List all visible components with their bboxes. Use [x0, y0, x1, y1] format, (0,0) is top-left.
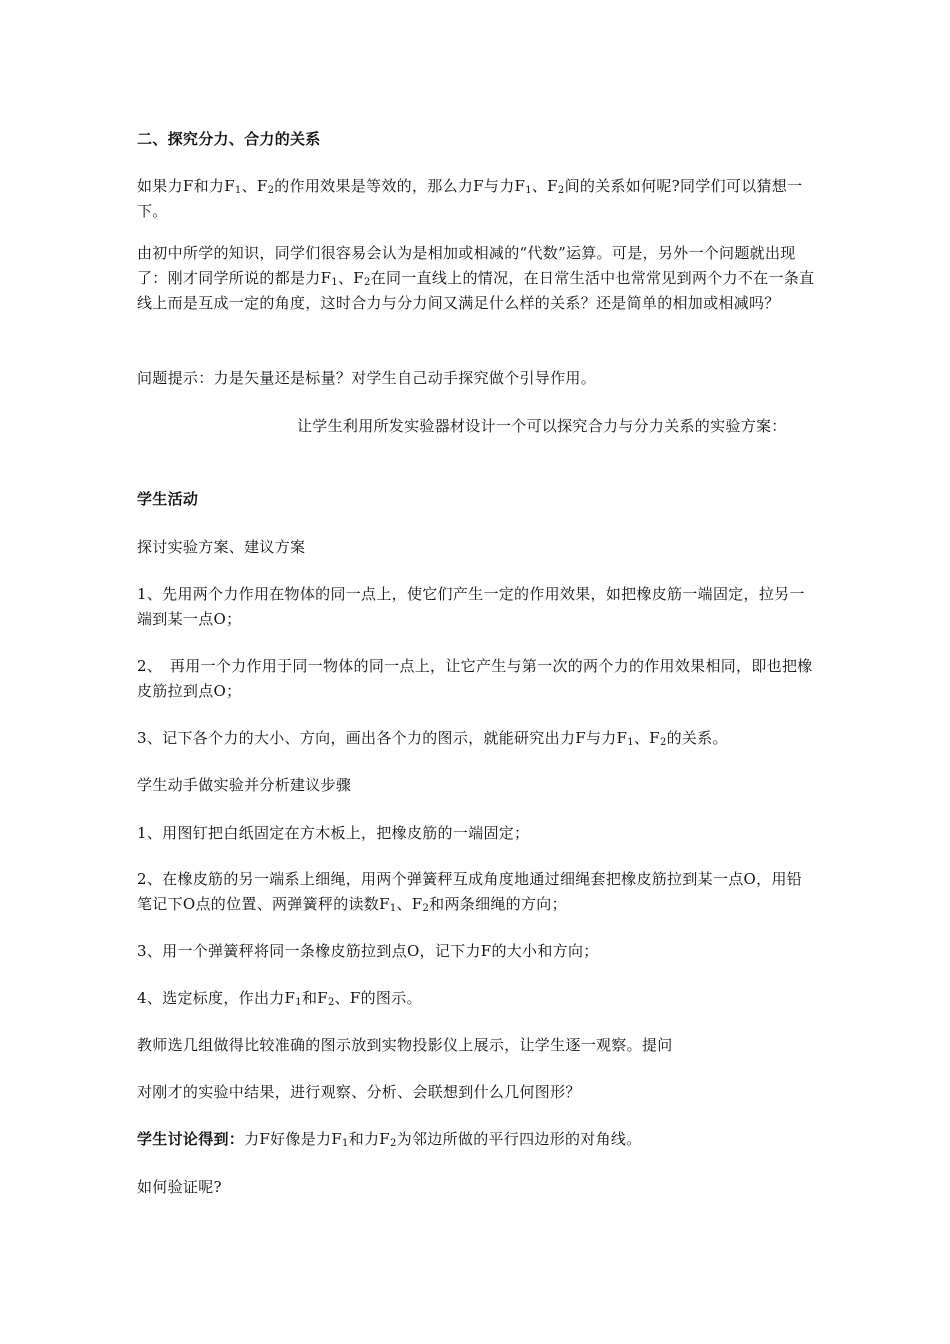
subscript: 1	[525, 185, 532, 196]
exp-step-3: 3、用一个弹簧秤将同一条橡皮筋拉到点O，记下力F的大小和方向；	[137, 942, 599, 960]
text: 的作用效果是等效的，那么力F与力F	[274, 177, 526, 195]
subscript: 1	[627, 737, 634, 748]
exp-step-2	[137, 867, 817, 917]
text: 和两条细绳的方向；	[429, 895, 567, 913]
plan-step-3	[137, 726, 817, 751]
paragraph-guess	[137, 174, 817, 224]
text: 4、选定标度，作出力F	[137, 989, 296, 1007]
text: 、F	[531, 177, 558, 195]
text: 在同一直线上的情况，在日常生活中也常常见到两个力不在一条直线上而是互成一定的角度，这时合力与分力间又满足什么样的关系？还是简单的相加或相减吗？	[137, 269, 815, 312]
text: 、F	[241, 177, 268, 195]
subscript: 2	[364, 277, 371, 288]
subscript: 2	[659, 737, 667, 748]
plan-step-2: 2、 再用一个力作用于同一物体的同一点上，让它产生与第一次的两个力的作用效果相同，即也把橡皮筋拉到点O；	[137, 657, 813, 700]
text: 和力F	[348, 1130, 391, 1148]
subscript: 2	[390, 1138, 397, 1149]
conclusion-label: 学生讨论得到：	[137, 1130, 245, 1148]
text: 、F的图示。	[334, 989, 422, 1007]
text: 由初中所学的知识，同学们很容易会认为是相加或相减的“代数”运算。可是，另外一个问题就出现了：刚才同学所说的都是力F	[137, 244, 796, 287]
subscript: 2	[327, 997, 335, 1008]
plan-step-1: 1、先用两个力作用在物体的同一点上，使它们产生一定的作用效果，如把橡皮筋一端固定，拉另一端到某一点O；	[137, 585, 805, 628]
subscript: 2	[557, 185, 565, 196]
subscript: 2	[422, 903, 430, 914]
text: 、F	[396, 895, 423, 913]
paragraph-verify: 如何验证呢?	[137, 1178, 222, 1196]
subscript: 1	[234, 185, 242, 196]
paragraph-discuss-plan: 探讨实验方案、建议方案	[137, 538, 306, 556]
text: 如果力F和力F	[137, 177, 235, 195]
text: 、F	[633, 729, 660, 747]
text: 、F	[337, 269, 364, 287]
paragraph-do-experiment: 学生动手做实验并分析建议步骤	[137, 776, 352, 794]
text: 3、记下各个力的大小、方向，画出各个力的图示，就能研究出力F与力F	[137, 729, 628, 747]
text: 和F	[301, 989, 328, 1007]
paragraph-observe: 对刚才的实验中结果，进行观察、分析、会联想到什么几何图形？	[137, 1083, 581, 1101]
text: 为邻边所做的平行四边形的对角线。	[396, 1130, 642, 1148]
subscript: 1	[389, 903, 397, 914]
paragraph-teacher-show: 教师选几组做得比较准确的图示放到实物投影仪上展示，让学生逐一观察。提问	[137, 1036, 673, 1054]
text: 间的关系如何呢?同学们可以猜想一下。	[137, 177, 803, 220]
paragraph-hint: 问题提示：力是矢量还是标量？对学生自己动手探究做个引导作用。	[137, 369, 597, 387]
text: 2、在橡皮筋的另一端系上细绳，用两个弹簧秤互成角度地通过细绳套把橡皮筋拉到某一点O，用铅笔记下O点的位置、两弹簧秤的读数F	[137, 870, 803, 913]
heading-student-activity: 学生活动	[137, 490, 199, 508]
subscript: 2	[267, 185, 275, 196]
text: 力F好像是力F	[244, 1130, 343, 1148]
exp-step-4	[137, 986, 817, 1011]
exp-step-1: 1、用图钉把白纸固定在方木板上，把橡皮筋的一端固定；	[137, 824, 530, 842]
subscript: 1	[342, 1138, 349, 1149]
section-title: 二、探究分力、合力的关系	[137, 130, 321, 148]
paragraph-question	[137, 241, 817, 316]
paragraph-design-task: 让学生利用所发实验器材设计一个可以探究合力与分力关系的实验方案：	[297, 417, 787, 435]
paragraph-conclusion	[137, 1127, 817, 1152]
subscript: 1	[331, 277, 338, 288]
text: 的关系。	[666, 729, 728, 747]
subscript: 1	[295, 997, 302, 1008]
